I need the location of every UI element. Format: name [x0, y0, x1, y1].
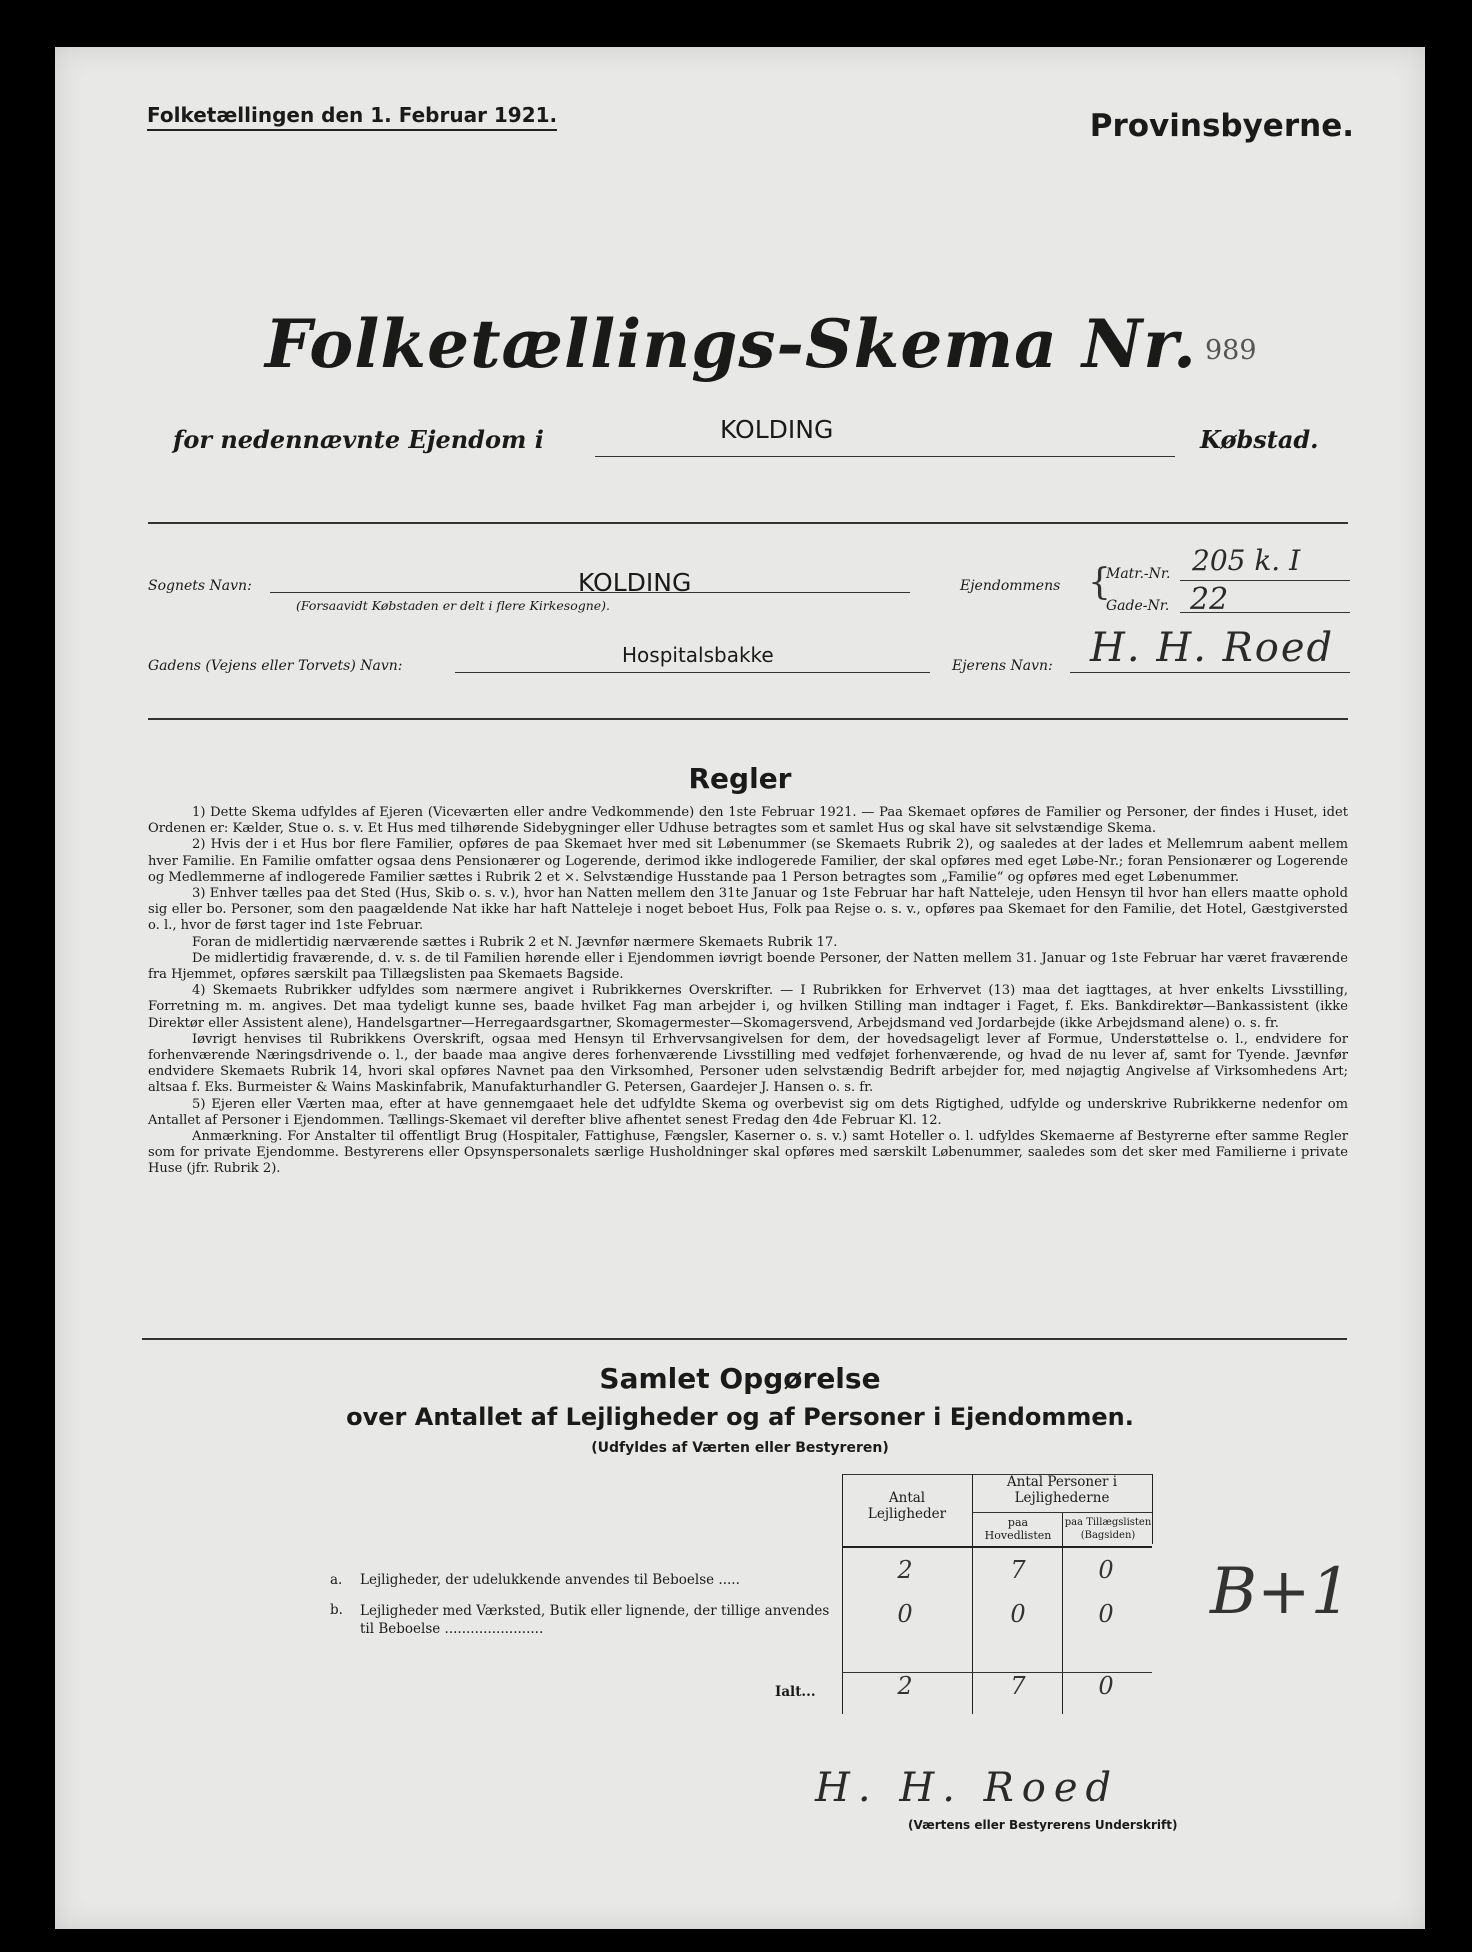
owner-signature: H. H. Roed [815, 1765, 1120, 1811]
col-hovedlisten: paa Hovedlisten [984, 1516, 1052, 1542]
form-title: Folketællings-Skema Nr. [265, 305, 1197, 383]
summary-title: Samlet Opgørelse [599, 1362, 881, 1395]
row-b-lejligheder: 0 [897, 1600, 913, 1628]
rule-paragraph: 3) Enhver tælles paa det Sted (Hus, Skib o. s. v.), hvor han Natten mellem den 31te Januar og 1ste Februar har haft Natteleje, uden Hensyn til hvor han ellers maatte ophold sig eller bo. Personer, som den paagældende Nat ikke har haft Natteleje i noget beboet Hus, Folk paa Rejse o. s. v., opføres paa Skemaet for den Familie, det Hotel, Gæstgiversted o. l., hvor de først tager ind 1ste Februar. [148, 886, 1348, 934]
form-subtitle: for nedennævnte Ejendom i [173, 425, 544, 454]
col-tillaegslisten: paa Tillægslisten (Bagsiden) [1064, 1517, 1152, 1541]
region-header: Provinsbyerne. [1089, 108, 1354, 144]
rule-paragraph: De midlertidig fraværende, d. v. s. de til Familien hørende eller i Ejendommen iøvrigt boende Personer, der Natten mellem 31. Januar og 1ste Februar har været fraværende fra Hjemmet, opføres særskilt paa Tillægslisten paa Skemaets Bagside. [148, 950, 1348, 983]
ejer-label: Ejerens Navn: [952, 658, 1053, 674]
ejendommens-label: Ejendommens [960, 578, 1061, 594]
rule-paragraph: 4) Skemaets Rubrikker udfyldes som nærmere angivet i Rubrikkernes Overskrifter. — I Rubrikken for Erhvervet (13) maa det iagttages, at hver enkelts Livsstilling, Forretning m. m. angives. Det maa tydeligt kunne ses, baade hvilket Fag man arbejder i, og hvilken Stilling man indtager i Faget, f. Eks. Bankdirektør—Bankassistent (ikke Direktør eller Assistent alene), Handelsgartner—Herregaardsgartner, Skomagermester—Skomagersvend, Arbejdsmand ved Jordarbejde (ikke Arbejdsmand alene) o. s. fr. [148, 983, 1348, 1031]
rule-paragraph: 2) Hvis der i et Hus bor flere Familier, opføres de paa Skemaet hver med sit Løbenummer (se Skemaets Rubrik 2), og saaledes at der lades et Mellemrum aabent mellem hver Familie. En Familie omfatter ogsaa dens Pensionærer og Logerende, derimod ikke indlogerede Familier, der skal opføres med eget Løbe-Nr.; foran Pensionærer og Logerende og Medlemmerne af indlogerede Familier sættes i Rubrik 2 et ×. Selvstændige Husstande paa 1 Person betragtes som „Familie“ og opføres med eget Løbenummer. [148, 837, 1348, 885]
total-lejligheder: 2 [897, 1672, 913, 1700]
town-line [595, 456, 1175, 457]
matr-line [1180, 580, 1350, 581]
row-label: Lejligheder, der udelukkende anvendes til Beboelse ..... [360, 1572, 740, 1588]
col-antal-lejligheder: Antal Lejligheder [867, 1490, 947, 1522]
rule-paragraph: 1) Dette Skema udfyldes af Ejeren (Viceværten eller andre Vedkommende) den 1ste Februar 1921. — Paa Skemaet opføres de Familier og Personer, der findes i Huset, idet Ordenen er: Kælder, Stue o. s. v. Et Hus med tilhørende Sidebygninger eller Udhuse betragtes som et samlet Hus og skal have sit selvstændige Skema. [148, 805, 1348, 837]
census-date-header: Folketællingen den 1. Februar 1921. [147, 103, 557, 131]
signature-caption: (Værtens eller Bestyrerens Underskrift) [908, 1818, 1178, 1832]
gadens-label: Gadens (Vejens eller Torvets) Navn: [148, 658, 403, 674]
divider [142, 1338, 1347, 1340]
divider [148, 718, 1348, 720]
rule-paragraph: 5) Ejeren eller Værten maa, efter at have gennemgaaet hele det udfyldte Skema og overbevist sig om dets Rigtighed, udfylde og underskrive Rubrikkerne nedenfor om Antallet af Personer i Ejendommen. Tællings-Skemaet vil derefter blive afhentet senest Fredag den 4de Februar Kl. 12. [148, 1096, 1348, 1128]
table-subhead-line [972, 1512, 1152, 1513]
rule-paragraph: Iøvrigt henvises til Rubrikkens Overskrift, ogsaa med Hensyn til Erhvervsangivelsen for dem, der hovedsageligt lever af Formue, Understøttelse o. l., endvidere for forhenværende Næringsdrivende o. l., der baade maa angive deres forhenværende Livsstilling med vedføjet forhenværende, og hvad de nu lever af, samt for Tyende. Jævnfør endvidere Skemaets Rubrik 14, hvori skal opføres Navnet paa den Virksomhed, Personer uden selvstændig Bedrift arbejder for, med nøjagtig Angivelse af Virksomhedens Art; altsaa f. Eks. Burmeister & Wains Maskinfabrik, Manufakturhandler G. Petersen, Gaardejer J. Hansen o. s. fr. [148, 1031, 1348, 1096]
town-value: KOLDING [720, 415, 834, 444]
brace-icon: { [1088, 562, 1111, 603]
matr-label: Matr.-Nr. [1106, 566, 1171, 582]
margin-note: B+1 [1210, 1555, 1352, 1629]
sogn-label: Sognets Navn: [148, 578, 252, 594]
rule-paragraph: Anmærkning. For Anstalter til offentligt Brug (Hospitaler, Fattighuse, Fængsler, Kaserner o. s. v.) samt Hoteller o. l. udfyldes Skemaerne af Bestyrerne efter samme Regler som for private Ejendomme. Bestyrerens eller Opsynspersonalets særlige Husholdninger skal opføres med særskilt Løbenummer, saaledes som det sker med Familierne i private Huse (jfr. Rubrik 2). [148, 1129, 1348, 1177]
row-b-hovedlisten: 0 [1010, 1600, 1026, 1628]
total-tillaegslisten: 0 [1098, 1672, 1114, 1700]
sogn-value: KOLDING [578, 568, 692, 597]
table-head-bottom [842, 1546, 1152, 1548]
rules-text [148, 805, 1348, 1178]
summary-subtitle: over Antallet af Lejligheder og af Personer i Ejendommen. [346, 1403, 1134, 1431]
gadens-value: Hospitalsbakke [622, 643, 774, 667]
kobstad-label: Købstad. [1200, 425, 1319, 454]
divider [148, 522, 1348, 524]
table-vline [1062, 1512, 1063, 1714]
col-antal-personer: Antal Personer i Lejlighederne [1006, 1474, 1118, 1506]
rule-paragraph: Foran de midlertidig nærværende sættes i Rubrik 2 et N. Jævnfør nærmere Skemaets Rubrik 17. [192, 934, 838, 950]
table-vline [1152, 1474, 1153, 1544]
rules-title: Regler [688, 762, 792, 795]
row-b-tillaegslisten: 0 [1098, 1600, 1114, 1628]
total-label: Ialt... [775, 1684, 816, 1700]
row-letter: a. [330, 1572, 343, 1588]
row-label: Lejligheder med Værksted, Butik eller lignende, der tillige anvendes til Beboelse ....................... [360, 1603, 830, 1637]
row-a-tillaegslisten: 0 [1098, 1556, 1114, 1584]
summary-note: (Udfyldes af Værten eller Bestyreren) [591, 1440, 889, 1456]
gade-label: Gade-Nr. [1106, 598, 1170, 614]
matr-value: 205 k. I [1192, 544, 1301, 577]
ejer-value: H. H. Roed [1090, 625, 1335, 671]
form-number: 989 [1205, 335, 1257, 366]
row-a-hovedlisten: 7 [1010, 1556, 1026, 1584]
sogn-note: (Forsaavidt Købstaden er delt i flere Kirkesogne). [296, 598, 611, 613]
gadens-line [455, 672, 930, 673]
row-letter: b. [330, 1602, 343, 1618]
ejer-line [1070, 672, 1350, 673]
table-vline [842, 1474, 843, 1714]
gade-value: 22 [1190, 582, 1229, 617]
total-hovedlisten: 7 [1010, 1672, 1026, 1700]
table-vline [972, 1474, 973, 1714]
row-a-lejligheder: 2 [897, 1556, 913, 1584]
